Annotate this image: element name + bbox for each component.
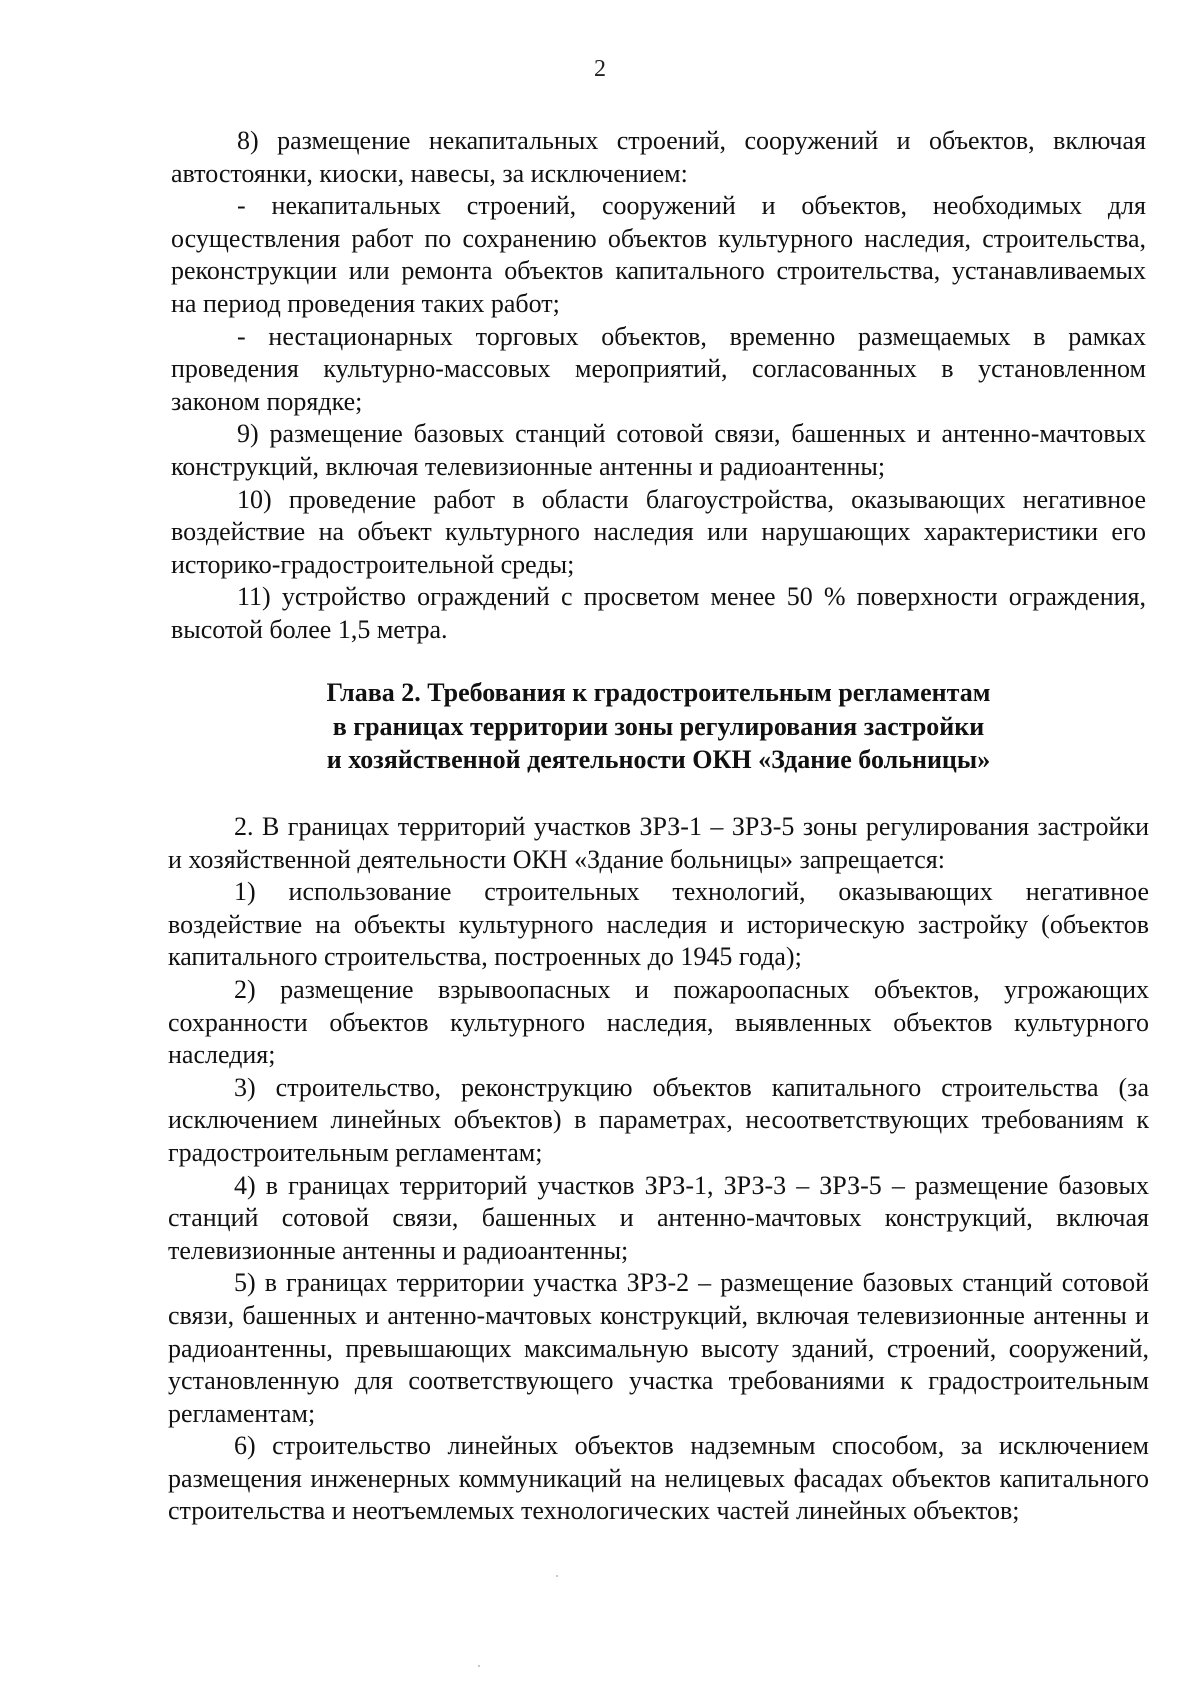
- paragraph-subitem-3: 3) строительство, реконструкцию объектов капитального строительства (за исключением линейных объектов) в параметрах, несоответствующих требованиям к градостроительным регламентам;: [168, 1072, 1149, 1167]
- paragraph-item-8: 8) размещение некапитальных строений, сооружений и объектов, включая автостоянки, киоски, навесы, за исключением:: [171, 126, 1146, 188]
- page-number: 2: [594, 56, 606, 82]
- chapter-heading-line-1: Глава 2. Требования к градостроительным регламентам: [326, 678, 991, 707]
- paragraph-subitem-2: 2) размещение взрывоопасных и пожароопасных объектов, угрожающих сохранности объектов культурного наследия, выявленных объектов культурного наследия;: [168, 974, 1149, 1070]
- paragraph-exception-2: - нестационарных торговых объектов, временно размещаемых в рамках проведения культурно-массовых мероприятий, согласованных в установленном законом порядке;: [171, 321, 1146, 416]
- restrictions-list-section-2: [168, 811, 1149, 1528]
- chapter-heading-line-2: в границах территории зоны регулирования застройки: [332, 711, 985, 741]
- chapter-heading: [171, 676, 1146, 777]
- chapter-heading-line-3: и хозяйственной деятельности ОКН «Здание больницы»: [326, 745, 991, 774]
- paragraph-item-10: 10) проведение работ в области благоустройства, оказывающих негативное воздействие на объект культурного наследия или нарушающих характеристики его историко-градостроительной среды;: [171, 484, 1146, 579]
- scan-speck: [478, 1665, 480, 1667]
- paragraph-item-9: 9) размещение базовых станций сотовой связи, башенных и антенно-мачтовых конструкций, включая телевизионные антенны и радиоантенны;: [171, 419, 1146, 481]
- paragraph-exception-1: - некапитальных строений, сооружений и объектов, необходимых для осуществления работ по сохранению объектов культурного наследия, строительства, реконструкции или ремонта объектов капитального строительства, устанавливаемых на период проведения таких работ;: [171, 191, 1146, 318]
- paragraph-subitem-6: 6) строительство линейных объектов надземным способом, за исключением размещения инженерных коммуникаций на нелицевых фасадах объектов капитального строительства и неотъемлемых технологических частей линейных объектов;: [168, 1431, 1149, 1526]
- paragraph-clause-2: 2. В границах территорий участков ЗРЗ-1 – ЗРЗ-5 зоны регулирования застройки и хозяйственной деятельности ОКН «Здание больницы» запрещается:: [168, 812, 1149, 874]
- paragraph-item-11: 11) устройство ограждений с просветом менее 50 % поверхности ограждения, высотой более 1,5 метра.: [171, 582, 1146, 644]
- restrictions-list-section-1: [171, 125, 1146, 647]
- paragraph-subitem-4: 4) в границах территорий участков ЗРЗ-1, ЗРЗ-3 – ЗРЗ-5 – размещение базовых станций сотовой связи, башенных и антенно-мачтовых конструкций, включая телевизионные антенны и радиоантенны;: [168, 1170, 1149, 1265]
- paragraph-subitem-5: 5) в границах территории участка ЗРЗ-2 – размещение базовых станций сотовой связи, башенных и антенно-мачтовых конструкций, включая телевизионные антенны и радиоантенны, превышающих максимальную высоту зданий, строений, сооружений, установленную для соответствующего участка требованиями к градостроительным регламентам;: [168, 1268, 1149, 1428]
- scan-speck: [556, 1575, 558, 1577]
- paragraph-subitem-1: 1) использование строительных технологий, оказывающих негативное воздействие на объекты культурного наследия и историческую застройку (объектов капитального строительства, построенных до 1945 года);: [168, 877, 1149, 972]
